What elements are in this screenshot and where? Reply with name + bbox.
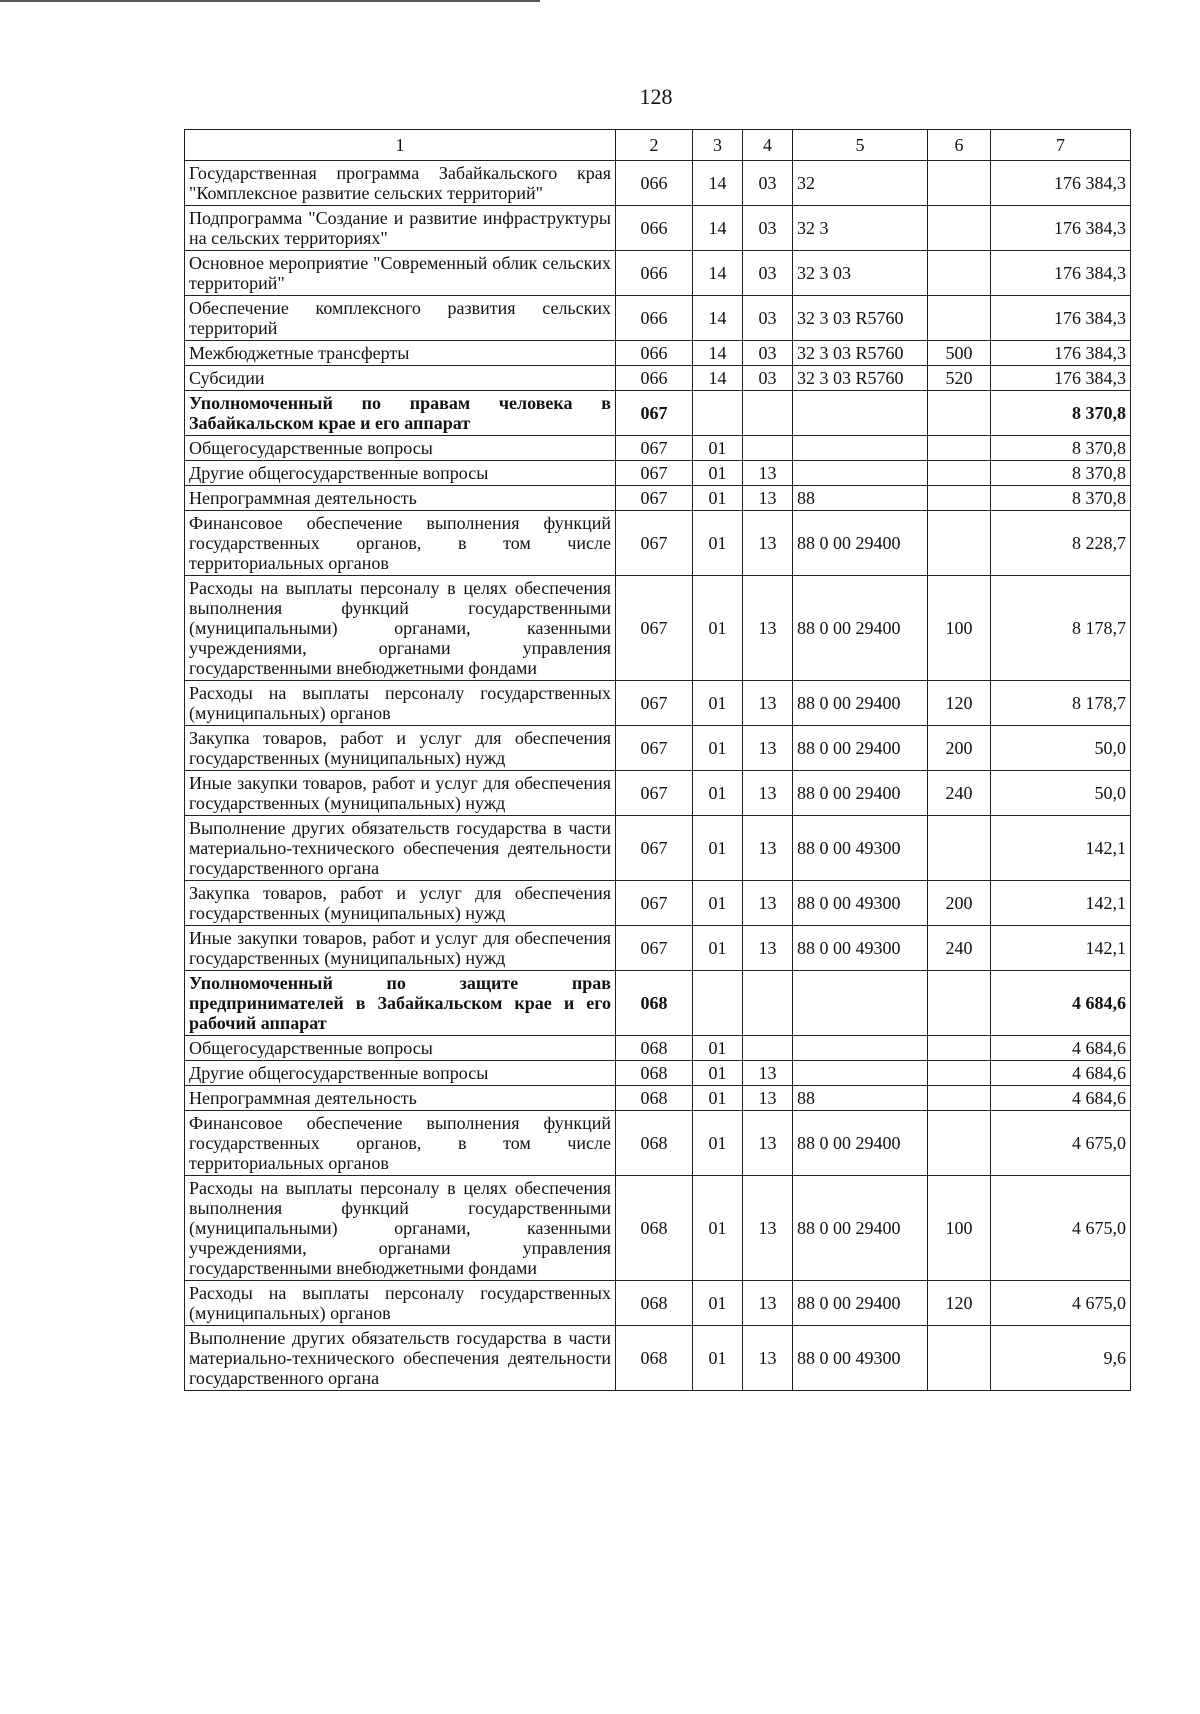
row-section-cell: 01 [693,461,743,486]
row-admin-code-cell: 066 [616,161,693,206]
header-cell: 2 [616,130,693,161]
row-expense-type-cell: 100 [928,576,991,681]
row-amount-cell: 50,0 [991,771,1131,816]
row-admin-code-cell: 068 [616,1111,693,1176]
table-row [185,251,1131,296]
row-expense-type-cell [928,251,991,296]
row-subsection-cell: 03 [743,341,793,366]
row-subsection-cell: 13 [743,881,793,926]
table-row [185,1061,1131,1086]
row-name-cell: Финансовое обеспечение выполнения функций государственных органов, в том числе территориальных органов [185,1111,616,1176]
row-section-cell: 01 [693,771,743,816]
row-expense-type-cell [928,436,991,461]
row-target-article-cell: 88 0 00 29400 [793,1111,928,1176]
row-expense-type-cell: 520 [928,366,991,391]
row-section-cell: 14 [693,296,743,341]
row-admin-code-cell: 066 [616,206,693,251]
row-section-cell: 14 [693,161,743,206]
row-expense-type-cell: 120 [928,1281,991,1326]
table-body [185,161,1131,1391]
row-section-cell: 01 [693,681,743,726]
row-section-cell: 14 [693,251,743,296]
row-admin-code-cell: 067 [616,511,693,576]
row-admin-code-cell: 067 [616,576,693,681]
header-cell: 3 [693,130,743,161]
table-row [185,391,1131,436]
row-subsection-cell: 13 [743,1176,793,1281]
row-name-cell: Иные закупки товаров, работ и услуг для обеспечения государственных (муниципальных) нужд [185,771,616,816]
header-cell: 5 [793,130,928,161]
row-target-article-cell: 88 0 00 29400 [793,681,928,726]
row-admin-code-cell: 067 [616,436,693,461]
row-name-cell: Расходы на выплаты персоналу в целях обеспечения выполнения функций государственными (муниципальными) органами, казенными учреждениями, органами управления государственными внебюджетными фондами [185,576,616,681]
row-subsection-cell: 13 [743,816,793,881]
row-subsection-cell [743,971,793,1036]
table-row [185,1326,1131,1391]
row-amount-cell: 176 384,3 [991,206,1131,251]
row-target-article-cell [793,1061,928,1086]
page-number: 128 [639,84,673,109]
table-row [185,341,1131,366]
row-target-article-cell: 88 0 00 49300 [793,816,928,881]
row-target-article-cell: 88 0 00 29400 [793,576,928,681]
row-target-article-cell: 32 3 [793,206,928,251]
row-admin-code-cell: 066 [616,296,693,341]
row-subsection-cell: 03 [743,366,793,391]
row-expense-type-cell [928,1086,991,1111]
row-expense-type-cell: 120 [928,681,991,726]
row-subsection-cell: 13 [743,926,793,971]
row-name-cell: Основное мероприятие "Современный облик сельских территорий" [185,251,616,296]
table-row [185,576,1131,681]
row-amount-cell: 8 370,8 [991,391,1131,436]
row-section-cell: 01 [693,1036,743,1061]
table-row [185,816,1131,881]
row-subsection-cell: 03 [743,206,793,251]
row-expense-type-cell: 500 [928,341,991,366]
row-admin-code-cell: 067 [616,681,693,726]
row-target-article-cell: 88 0 00 29400 [793,771,928,816]
row-expense-type-cell [928,511,991,576]
row-amount-cell: 4 675,0 [991,1111,1131,1176]
row-amount-cell: 176 384,3 [991,251,1131,296]
row-name-cell: Обеспечение комплексного развития сельских территорий [185,296,616,341]
row-section-cell: 01 [693,576,743,681]
row-name-cell: Расходы на выплаты персоналу в целях обеспечения выполнения функций государственными (муниципальными) органами, казенными учреждениями, органами управления государственными внебюджетными фондами [185,1176,616,1281]
row-subsection-cell: 13 [743,1061,793,1086]
row-admin-code-cell: 067 [616,816,693,881]
row-admin-code-cell: 067 [616,726,693,771]
row-subsection-cell: 13 [743,1111,793,1176]
row-admin-code-cell: 068 [616,971,693,1036]
row-section-cell: 01 [693,816,743,881]
row-section-cell: 01 [693,1086,743,1111]
row-name-cell: Финансовое обеспечение выполнения функций государственных органов, в том числе территориальных органов [185,511,616,576]
row-section-cell: 01 [693,486,743,511]
row-expense-type-cell: 240 [928,771,991,816]
row-target-article-cell: 88 0 00 49300 [793,881,928,926]
row-expense-type-cell [928,206,991,251]
row-target-article-cell [793,391,928,436]
row-amount-cell: 142,1 [991,816,1131,881]
row-section-cell [693,391,743,436]
table-row [185,726,1131,771]
row-admin-code-cell: 067 [616,771,693,816]
table-row [185,296,1131,341]
row-section-cell: 01 [693,1111,743,1176]
row-admin-code-cell: 066 [616,341,693,366]
table-row [185,1176,1131,1281]
row-section-cell: 01 [693,436,743,461]
row-section-cell: 01 [693,1176,743,1281]
row-target-article-cell: 88 [793,1086,928,1111]
table-row [185,1036,1131,1061]
row-section-cell: 01 [693,1061,743,1086]
row-target-article-cell: 88 0 00 49300 [793,1326,928,1391]
row-subsection-cell: 13 [743,1086,793,1111]
row-admin-code-cell: 067 [616,881,693,926]
table-row [185,681,1131,726]
row-expense-type-cell [928,486,991,511]
row-admin-code-cell: 068 [616,1036,693,1061]
row-expense-type-cell [928,971,991,1036]
table-row [185,771,1131,816]
row-name-cell: Подпрограмма "Создание и развитие инфраструктуры на сельских территориях" [185,206,616,251]
row-expense-type-cell [928,1111,991,1176]
row-section-cell: 01 [693,926,743,971]
row-admin-code-cell: 067 [616,486,693,511]
row-name-cell: Межбюджетные трансферты [185,341,616,366]
row-admin-code-cell: 066 [616,366,693,391]
table-row [185,461,1131,486]
row-admin-code-cell: 068 [616,1326,693,1391]
row-name-cell: Субсидии [185,366,616,391]
row-section-cell: 14 [693,366,743,391]
row-name-cell: Другие общегосударственные вопросы [185,1061,616,1086]
table-row [185,1086,1131,1111]
row-target-article-cell: 32 3 03 [793,251,928,296]
row-admin-code-cell: 066 [616,251,693,296]
row-target-article-cell: 88 0 00 29400 [793,726,928,771]
row-subsection-cell: 13 [743,511,793,576]
row-section-cell: 01 [693,726,743,771]
table-row [185,511,1131,576]
row-name-cell: Выполнение других обязательств государства в части материально-технического обеспечения деятельности государственного органа [185,816,616,881]
row-expense-type-cell [928,161,991,206]
header-row [185,130,1131,161]
row-admin-code-cell: 067 [616,926,693,971]
row-subsection-cell: 13 [743,681,793,726]
row-name-cell: Другие общегосударственные вопросы [185,461,616,486]
row-section-cell: 01 [693,881,743,926]
row-amount-cell: 4 684,6 [991,971,1131,1036]
row-expense-type-cell [928,1061,991,1086]
table-row [185,1281,1131,1326]
row-amount-cell: 176 384,3 [991,341,1131,366]
row-amount-cell: 50,0 [991,726,1131,771]
row-amount-cell: 176 384,3 [991,366,1131,391]
row-amount-cell: 8 370,8 [991,486,1131,511]
row-subsection-cell [743,1036,793,1061]
row-target-article-cell [793,1036,928,1061]
row-target-article-cell: 88 0 00 29400 [793,1281,928,1326]
row-name-cell: Расходы на выплаты персоналу государственных (муниципальных) органов [185,1281,616,1326]
row-section-cell [693,971,743,1036]
row-subsection-cell: 13 [743,726,793,771]
row-name-cell: Закупка товаров, работ и услуг для обеспечения государственных (муниципальных) нужд [185,881,616,926]
scan-edge-line [0,0,540,2]
row-subsection-cell: 13 [743,461,793,486]
row-name-cell: Расходы на выплаты персоналу государственных (муниципальных) органов [185,681,616,726]
row-amount-cell: 142,1 [991,881,1131,926]
row-subsection-cell: 13 [743,486,793,511]
row-subsection-cell: 13 [743,771,793,816]
row-admin-code-cell: 068 [616,1176,693,1281]
row-name-cell: Закупка товаров, работ и услуг для обеспечения государственных (муниципальных) нужд [185,726,616,771]
header-cell: 7 [991,130,1131,161]
table-row [185,436,1131,461]
row-amount-cell: 8 178,7 [991,681,1131,726]
row-amount-cell: 4 684,6 [991,1061,1131,1086]
row-target-article-cell: 88 0 00 29400 [793,511,928,576]
row-subsection-cell [743,391,793,436]
row-amount-cell: 176 384,3 [991,296,1131,341]
row-expense-type-cell [928,1326,991,1391]
row-expense-type-cell [928,391,991,436]
row-target-article-cell [793,436,928,461]
row-section-cell: 14 [693,341,743,366]
row-name-cell: Непрограммная деятельность [185,1086,616,1111]
table-row [185,366,1131,391]
row-expense-type-cell: 200 [928,881,991,926]
table-row [185,206,1131,251]
row-expense-type-cell: 240 [928,926,991,971]
row-subsection-cell: 13 [743,576,793,681]
row-subsection-cell: 03 [743,251,793,296]
row-amount-cell: 8 178,7 [991,576,1131,681]
row-name-cell: Выполнение других обязательств государства в части материально-технического обеспечения деятельности государственного органа [185,1326,616,1391]
row-subsection-cell: 13 [743,1281,793,1326]
row-amount-cell: 4 684,6 [991,1036,1131,1061]
row-target-article-cell: 32 3 03 R5760 [793,341,928,366]
row-name-cell: Общегосударственные вопросы [185,1036,616,1061]
row-admin-code-cell: 068 [616,1281,693,1326]
row-name-cell: Непрограммная деятельность [185,486,616,511]
row-expense-type-cell [928,296,991,341]
row-target-article-cell: 32 3 03 R5760 [793,296,928,341]
row-amount-cell: 4 684,6 [991,1086,1131,1111]
row-target-article-cell [793,971,928,1036]
row-target-article-cell: 32 3 03 R5760 [793,366,928,391]
row-name-cell: Уполномоченный по правам человека в Забайкальском крае и его аппарат [185,391,616,436]
row-amount-cell: 176 384,3 [991,161,1131,206]
row-amount-cell: 9,6 [991,1326,1131,1391]
row-name-cell: Общегосударственные вопросы [185,436,616,461]
header-cell: 4 [743,130,793,161]
table-row [185,971,1131,1036]
row-amount-cell: 8 228,7 [991,511,1131,576]
row-name-cell: Государственная программа Забайкальского края "Комплексное развитие сельских территорий" [185,161,616,206]
row-section-cell: 01 [693,1281,743,1326]
row-amount-cell: 142,1 [991,926,1131,971]
row-amount-cell: 8 370,8 [991,461,1131,486]
header-cell: 6 [928,130,991,161]
row-target-article-cell: 32 [793,161,928,206]
row-expense-type-cell: 200 [928,726,991,771]
row-section-cell: 14 [693,206,743,251]
row-expense-type-cell [928,461,991,486]
row-expense-type-cell: 100 [928,1176,991,1281]
row-section-cell: 01 [693,1326,743,1391]
row-expense-type-cell [928,1036,991,1061]
row-amount-cell: 4 675,0 [991,1281,1131,1326]
row-target-article-cell: 88 0 00 29400 [793,1176,928,1281]
header-cell: 1 [185,130,616,161]
table-row [185,881,1131,926]
budget-table [184,129,1131,1391]
row-expense-type-cell [928,816,991,881]
row-admin-code-cell: 067 [616,461,693,486]
row-amount-cell: 4 675,0 [991,1176,1131,1281]
row-subsection-cell: 03 [743,161,793,206]
row-subsection-cell: 13 [743,1326,793,1391]
row-subsection-cell: 03 [743,296,793,341]
row-subsection-cell [743,436,793,461]
row-target-article-cell: 88 [793,486,928,511]
row-target-article-cell [793,461,928,486]
row-admin-code-cell: 068 [616,1086,693,1111]
table-row [185,486,1131,511]
table-row [185,1111,1131,1176]
row-admin-code-cell: 067 [616,391,693,436]
row-name-cell: Уполномоченный по защите прав предпринимателей в Забайкальском крае и его рабочий аппарат [185,971,616,1036]
row-amount-cell: 8 370,8 [991,436,1131,461]
row-section-cell: 01 [693,511,743,576]
row-target-article-cell: 88 0 00 49300 [793,926,928,971]
row-admin-code-cell: 068 [616,1061,693,1086]
table-row [185,161,1131,206]
row-name-cell: Иные закупки товаров, работ и услуг для обеспечения государственных (муниципальных) нужд [185,926,616,971]
table-row [185,926,1131,971]
